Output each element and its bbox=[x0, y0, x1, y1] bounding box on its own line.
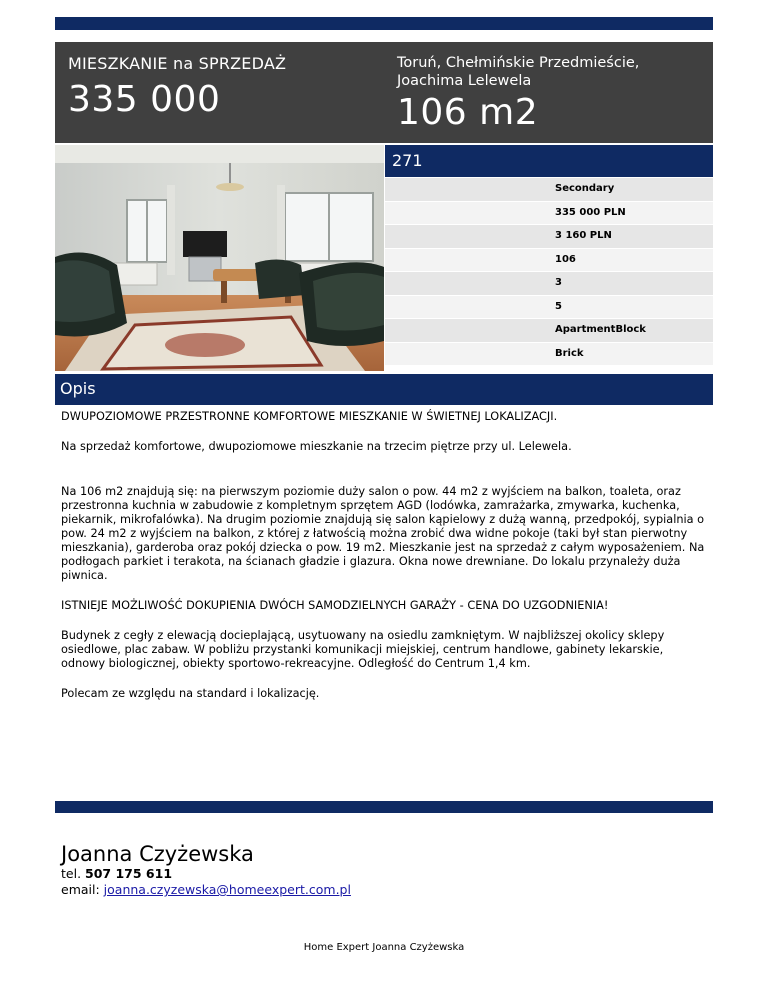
description-body bbox=[61, 410, 709, 701]
description-paragraph: Polecam ze względu na standard i lokalizację. bbox=[61, 687, 320, 700]
footer-text: Home Expert Joanna Czyżewska bbox=[303, 942, 465, 953]
parameters-table bbox=[385, 178, 713, 366]
description-paragraph: Na sprzedaż komfortowe, dwupoziomowe mieszkanie na trzecim piętrze przy ul. Lelewela. bbox=[61, 440, 572, 453]
param-area: 106 bbox=[385, 249, 713, 272]
listing-id: 271 bbox=[392, 151, 423, 170]
description-heading: Opis bbox=[60, 379, 96, 398]
description-paragraph: ISTNIEJE MOŻLIWOŚĆ DOKUPIENIA DWÓCH SAMODZIELNYCH GARAŻY - CENA DO UZGODNIENIA! bbox=[61, 599, 609, 612]
description-paragraph: DWUPOZIOMOWE PRZESTRONNE KOMFORTOWE MIESZKANIE W ŚWIETNEJ LOKALIZACJI. bbox=[61, 410, 558, 423]
listing-id-bar bbox=[385, 145, 713, 177]
agent-email-link[interactable]: joanna.czyzewska@homeexpert.com.pl bbox=[103, 882, 351, 897]
agent-contact bbox=[61, 842, 351, 898]
listing-area: 106 m2 bbox=[397, 92, 539, 133]
param-price: 335 000 PLN bbox=[385, 202, 713, 225]
listing-price: 335 000 bbox=[68, 79, 221, 120]
agent-phone: 507 175 611 bbox=[85, 866, 173, 881]
description-heading-bar bbox=[55, 374, 713, 405]
param-material: Brick bbox=[385, 343, 713, 366]
top-accent-bar bbox=[55, 17, 713, 30]
phone-label: tel. bbox=[61, 866, 82, 881]
agent-phone-line bbox=[61, 866, 351, 882]
bottom-accent-bar bbox=[55, 801, 713, 813]
listing-type: MIESZKANIE na SPRZEDAŻ bbox=[68, 54, 287, 73]
agent-email-line bbox=[61, 882, 351, 898]
param-building-type: ApartmentBlock bbox=[385, 319, 713, 342]
listing-header bbox=[55, 42, 713, 143]
description-paragraph: Budynek z cegły z elewacją docieplającą, usytuowany na osiedlu zamkniętym. W najbliższej okolicy sklepy osiedlowe, plac zabaw. W pobliżu przystanki komunikacji miejskiej, centrum handlowe, gabinety lekarskie, odnowy biologicznej, obiekty sportowo-rekreacyjne. Odległość do Centrum 1,4 km. bbox=[61, 629, 665, 670]
agent-name: Joanna Czyżewska bbox=[61, 842, 254, 866]
property-photo bbox=[55, 145, 384, 371]
param-market: Secondary bbox=[385, 178, 713, 201]
address-line-1: Toruń, Chełmińskie Przedmieście, bbox=[397, 55, 640, 71]
param-floor: 3 bbox=[385, 272, 713, 295]
param-rooms: 5 bbox=[385, 296, 713, 319]
address-line-2: Joachima Lelewela bbox=[397, 73, 532, 89]
param-price-per-m2: 3 160 PLN bbox=[385, 225, 713, 248]
description-paragraph: Na 106 m2 znajdują się: na pierwszym poziomie duży salon o pow. 44 m2 z wyjściem na balkon, toaleta, oraz przestronna kuchnia w zabudowie z kompletnym sprzętem AGD (lodówka, zamrażarka, zmywarka, kuchenka, piekarnik, mikrofalówka). Na drugim poziomie znajdują się salon kąpielowy z dużą wanną, przedpokój, sypialnia o pow. 24 m2 z wyjściem na balkon, z której z łatwością można zrobić dwa widne pokoje (taki był stan pierwotny mieszkania), garderoba oraz pokój dziecka o pow. 19 m2. Mieszkanie jest na sprzedaż z całym wyposażeniem. Na podłogach parkiet i terakota, na ścianach gładzie i glazura. Okna nowe drewniane. Do lokalu przynależy duża piwnica. bbox=[61, 485, 705, 582]
email-label: email: bbox=[61, 882, 100, 897]
